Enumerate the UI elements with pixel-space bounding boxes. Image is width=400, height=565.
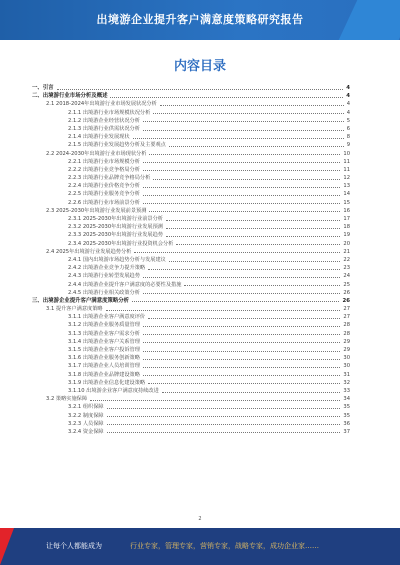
toc-entry-label: 3.1.6 出境游企业服务创新策略 [68,355,140,362]
toc-entry-page: 12 [343,175,350,182]
toc-leader-dots [148,383,340,384]
toc-leader-dots [143,351,340,352]
toc-entry[interactable] [32,412,350,420]
toc-entry-page: 8 [346,134,350,141]
toc-entry-page: 34 [343,396,350,403]
toc-leader-dots [143,187,340,188]
toc-leader-dots [149,154,340,155]
toc-entry-label: 2.4 2025年出境游行业发展趋势分析 [46,248,132,255]
toc-entry-page: 24 [343,273,350,280]
toc-leader-dots [57,89,344,90]
toc-entry-label: 2.2 2024-2030年出境游行业市场现状分析 [46,150,147,157]
toc-entry-page: 18 [343,224,350,231]
toc-entry-label: 3.2.2 制度保障 [68,412,104,419]
toc-entry-label: 2.1 2018-2024年出境游行业市场发展状况分析 [46,101,157,108]
toc-entry-page: 14 [343,191,350,198]
footer-tagline: 行业专家，管理专家，营销专家，战略专家，成功企业家…… [130,542,319,550]
toc-leader-dots [166,236,340,237]
toc-leader-dots [143,342,340,343]
toc-leader-dots [153,113,343,114]
toc-entry-label: 2.1.2 出境游企业经营状况分析 [68,117,140,124]
toc-entry-page: 32 [343,379,350,386]
toc-entry-label: 3.1.4 出境游企业客户关系管理 [68,338,140,345]
toc-entry[interactable] [32,281,350,289]
table-of-contents [32,84,350,436]
toc-entry-page: 33 [343,387,350,394]
toc-leader-dots [143,162,340,163]
toc-entry[interactable] [32,264,350,272]
toc-entry[interactable] [32,174,350,182]
toc-entry-label: 2.4.2 出境游企业竞争力提升策略 [68,265,146,272]
toc-leader-dots [143,326,340,327]
toc-entry-page: 6 [346,125,350,132]
toc-entry-label: 2.3.1 2025-2030年出境游行业前景分析 [68,216,163,222]
toc-leader-dots [166,228,340,229]
toc-leader-dots [184,285,340,286]
toc-entry[interactable] [32,346,350,354]
toc-entry-page: 11 [343,166,350,173]
toc-entry-label: 2.4.1 国内出境游市场趋势分析与发展建议 [68,256,166,263]
toc-entry-label: 2.2.5 出境游行业服务竞争分析 [68,191,140,198]
toc-entry[interactable] [32,84,350,92]
toc-leader-dots [90,400,340,401]
toc-entry-page: 30 [343,363,350,370]
toc-entry-page: 31 [343,371,350,378]
toc-entry-page: 29 [343,338,350,345]
toc-entry-page: 36 [343,420,350,427]
toc-entry-page: 17 [343,216,350,222]
toc-entry-label: 3.1.8 出境游企业品牌建设策略 [68,371,140,378]
toc-entry[interactable] [32,109,350,117]
toc-entry-page: 21 [343,248,350,255]
toc-entry[interactable] [32,125,350,133]
toc-entry-label: 3.2.1 组织保障 [68,404,104,411]
toc-entry-page: 28 [343,322,350,329]
toc-entry-label: 三、出境游企业提升客户满意度策略分析 [32,297,130,304]
toc-entry-page: 26 [343,289,350,296]
toc-leader-dots [166,220,340,221]
toc-entry[interactable] [32,100,350,108]
toc-entry-page: 27 [343,314,350,321]
toc-entry[interactable] [32,297,350,305]
toc-entry[interactable] [32,166,350,174]
toc-leader-dots [143,203,340,204]
toc-leader-dots [148,318,340,319]
toc-entry[interactable] [32,362,350,370]
toc-entry[interactable] [32,182,350,190]
toc-entry-label: 3.1.7 出境游企业人员培训管理 [68,363,140,370]
toc-entry-label: 2.1.4 出境游行业发展现状 [68,134,130,141]
toc-entry-page: 37 [343,428,350,435]
toc-entry[interactable] [32,403,350,411]
toc-entry-label: 2.3 2025-2030年出境游行业发展前景预测 [46,207,147,214]
toc-leader-dots [176,244,340,245]
toc-entry-page: 4 [346,101,350,108]
toc-leader-dots [133,138,344,139]
toc-entry[interactable] [32,420,350,428]
toc-entry-label: 3.1.3 出境游企业客户需求分析 [68,330,140,337]
toc-entry[interactable] [32,207,350,215]
toc-entry-page: 23 [343,265,350,272]
toc-leader-dots [153,179,340,180]
toc-leader-dots [169,261,341,262]
toc-entry[interactable] [32,338,350,346]
toc-entry-label: 2.1.1 出境游行业市场规模状况分析 [68,109,151,116]
toc-leader-dots [162,392,341,393]
toc-entry-label: 一、引言 [32,85,54,91]
toc-entry-label: 2.2.1 出境游行业市场规模分析 [68,158,140,165]
toc-entry[interactable] [32,199,350,207]
toc-entry-label: 2.2.2 出境游行业竞争格局分析 [68,166,140,173]
toc-entry-page: 26 [342,297,350,304]
footer-banner [0,528,400,565]
toc-entry-label: 3.1.10 出境游企业客户满意度持续改进 [68,387,159,394]
toc-entry[interactable] [32,215,350,223]
toc-entry[interactable] [32,190,350,198]
toc-entry-label: 3.1.9 出境游企业信息化建设策略 [68,379,146,386]
toc-entry[interactable] [32,387,350,395]
toc-entry-label: 2.4.5 出境游行业相关政策分析 [68,289,140,296]
toc-entry[interactable] [32,240,350,248]
toc-entry[interactable] [32,305,350,313]
header-banner [0,0,400,40]
toc-entry[interactable] [32,117,350,125]
toc-entry[interactable] [32,133,350,141]
toc-entry[interactable] [32,371,350,379]
toc-entry[interactable] [32,289,350,297]
toc-entry-label: 2.1.5 出境游行业发展趋势分析及主要观点 [68,142,166,149]
toc-entry-label: 2.3.3 2025-2030年出境游行业发展趋势 [68,232,163,239]
toc-leader-dots [143,375,340,376]
toc-entry-page: 4 [346,93,350,100]
toc-entry[interactable] [32,428,350,436]
toc-entry-label: 2.2.4 出境游行业价格竞争分析 [68,183,140,190]
toc-leader-dots [148,269,340,270]
toc-entry-label: 2.3.4 2025-2030年出境游行业投资机会分析 [68,240,174,247]
toc-entry[interactable] [32,92,350,100]
toc-entry-page: 20 [343,240,350,247]
toc-entry-page: 25 [343,281,350,288]
footer-slogan: 让每个人都能成为 [46,542,102,550]
toc-entry-label: 2.2.6 出境游行业市场前景分析 [68,199,140,206]
toc-entry-page: 30 [343,355,350,362]
toc-entry-page: 28 [343,330,350,337]
toc-leader-dots [143,121,344,122]
toc-entry[interactable] [32,150,350,158]
toc-entry-page: 27 [343,306,350,313]
toc-leader-dots [107,408,341,409]
toc-entry-label: 2.1.3 出境游行业供需状况分析 [68,125,140,132]
toc-entry-page: 4 [346,109,350,116]
toc-entry[interactable] [32,256,350,264]
page-number: 2 [198,516,202,522]
toc-entry[interactable] [32,272,350,280]
toc-leader-dots [143,130,344,131]
toc-entry-label: 3.1.1 出境游企业客户满意度评价 [68,314,146,321]
toc-entry-page: 9 [346,142,350,149]
footer-accent-decoration [0,528,14,565]
toc-leader-dots [149,211,340,212]
toc-entry-page: 29 [343,347,350,353]
toc-entry-page: 19 [343,232,350,239]
toc-entry[interactable] [32,395,350,403]
document-title: 出境游企业提升客户满意度策略研究报告 [96,13,304,26]
toc-entry-label: 3.1.5 出境游企业客户投诉管理 [68,347,140,353]
toc-entry-page: 5 [346,117,350,124]
toc-leader-dots [143,359,340,360]
toc-leader-dots [107,416,341,417]
toc-entry-page: 15 [343,199,350,206]
toc-entry-label: 2.4.3 出境游行业转型发展趋势 [68,273,140,280]
toc-entry[interactable] [32,231,350,239]
toc-entry-page: 22 [343,256,350,263]
toc-leader-dots [143,277,340,278]
toc-leader-dots [107,424,341,425]
toc-leader-dots [143,170,340,171]
toc-leader-dots [143,334,340,335]
toc-leader-dots [106,310,341,311]
toc-leader-dots [110,97,343,98]
toc-entry[interactable] [32,354,350,362]
toc-entry-label: 二、出境游行业市场分析及概述 [32,93,108,100]
toc-entry[interactable] [32,321,350,329]
toc-entry-label: 2.4.4 出境游企业提升客户满意度的必要性及措施 [68,281,182,288]
toc-entry-label: 2.3.2 2025-2030年出境游行业发展预测 [68,224,163,231]
toc-leader-dots [143,367,340,368]
toc-leader-dots [143,195,340,196]
toc-entry[interactable] [32,223,350,231]
toc-entry-label: 3.1.2 出境游企业服务质量管理 [68,322,140,329]
toc-leader-dots [132,301,339,302]
toc-leader-dots [107,432,341,433]
toc-heading: 内容目录 [173,59,226,74]
toc-entry[interactable] [32,330,350,338]
toc-entry[interactable] [32,379,350,387]
toc-entry-page: 4 [346,85,350,91]
toc-entry-label: 3.2 策略实施保障 [46,396,88,403]
toc-entry-page: 10 [343,150,350,157]
toc-leader-dots [160,105,344,106]
toc-entry-label: 2.2.3 出境游行业品牌竞争格局分析 [68,175,151,182]
toc-entry-label: 3.1 提升客户满意度策略 [46,306,103,313]
toc-entry-page: 35 [343,412,350,419]
toc-entry[interactable] [32,313,350,321]
toc-entry[interactable] [32,248,350,256]
toc-entry-label: 3.2.4 资金保障 [68,428,104,435]
toc-entry-page: 13 [343,183,350,190]
toc-leader-dots [143,293,340,294]
toc-entry[interactable] [32,158,350,166]
toc-leader-dots [134,252,340,253]
toc-leader-dots [169,146,344,147]
toc-entry-label: 3.2.3 人员保障 [68,420,104,427]
toc-entry[interactable] [32,141,350,149]
toc-entry-page: 16 [343,207,350,214]
toc-entry-page: 11 [343,158,350,165]
toc-entry-page: 35 [343,404,350,411]
